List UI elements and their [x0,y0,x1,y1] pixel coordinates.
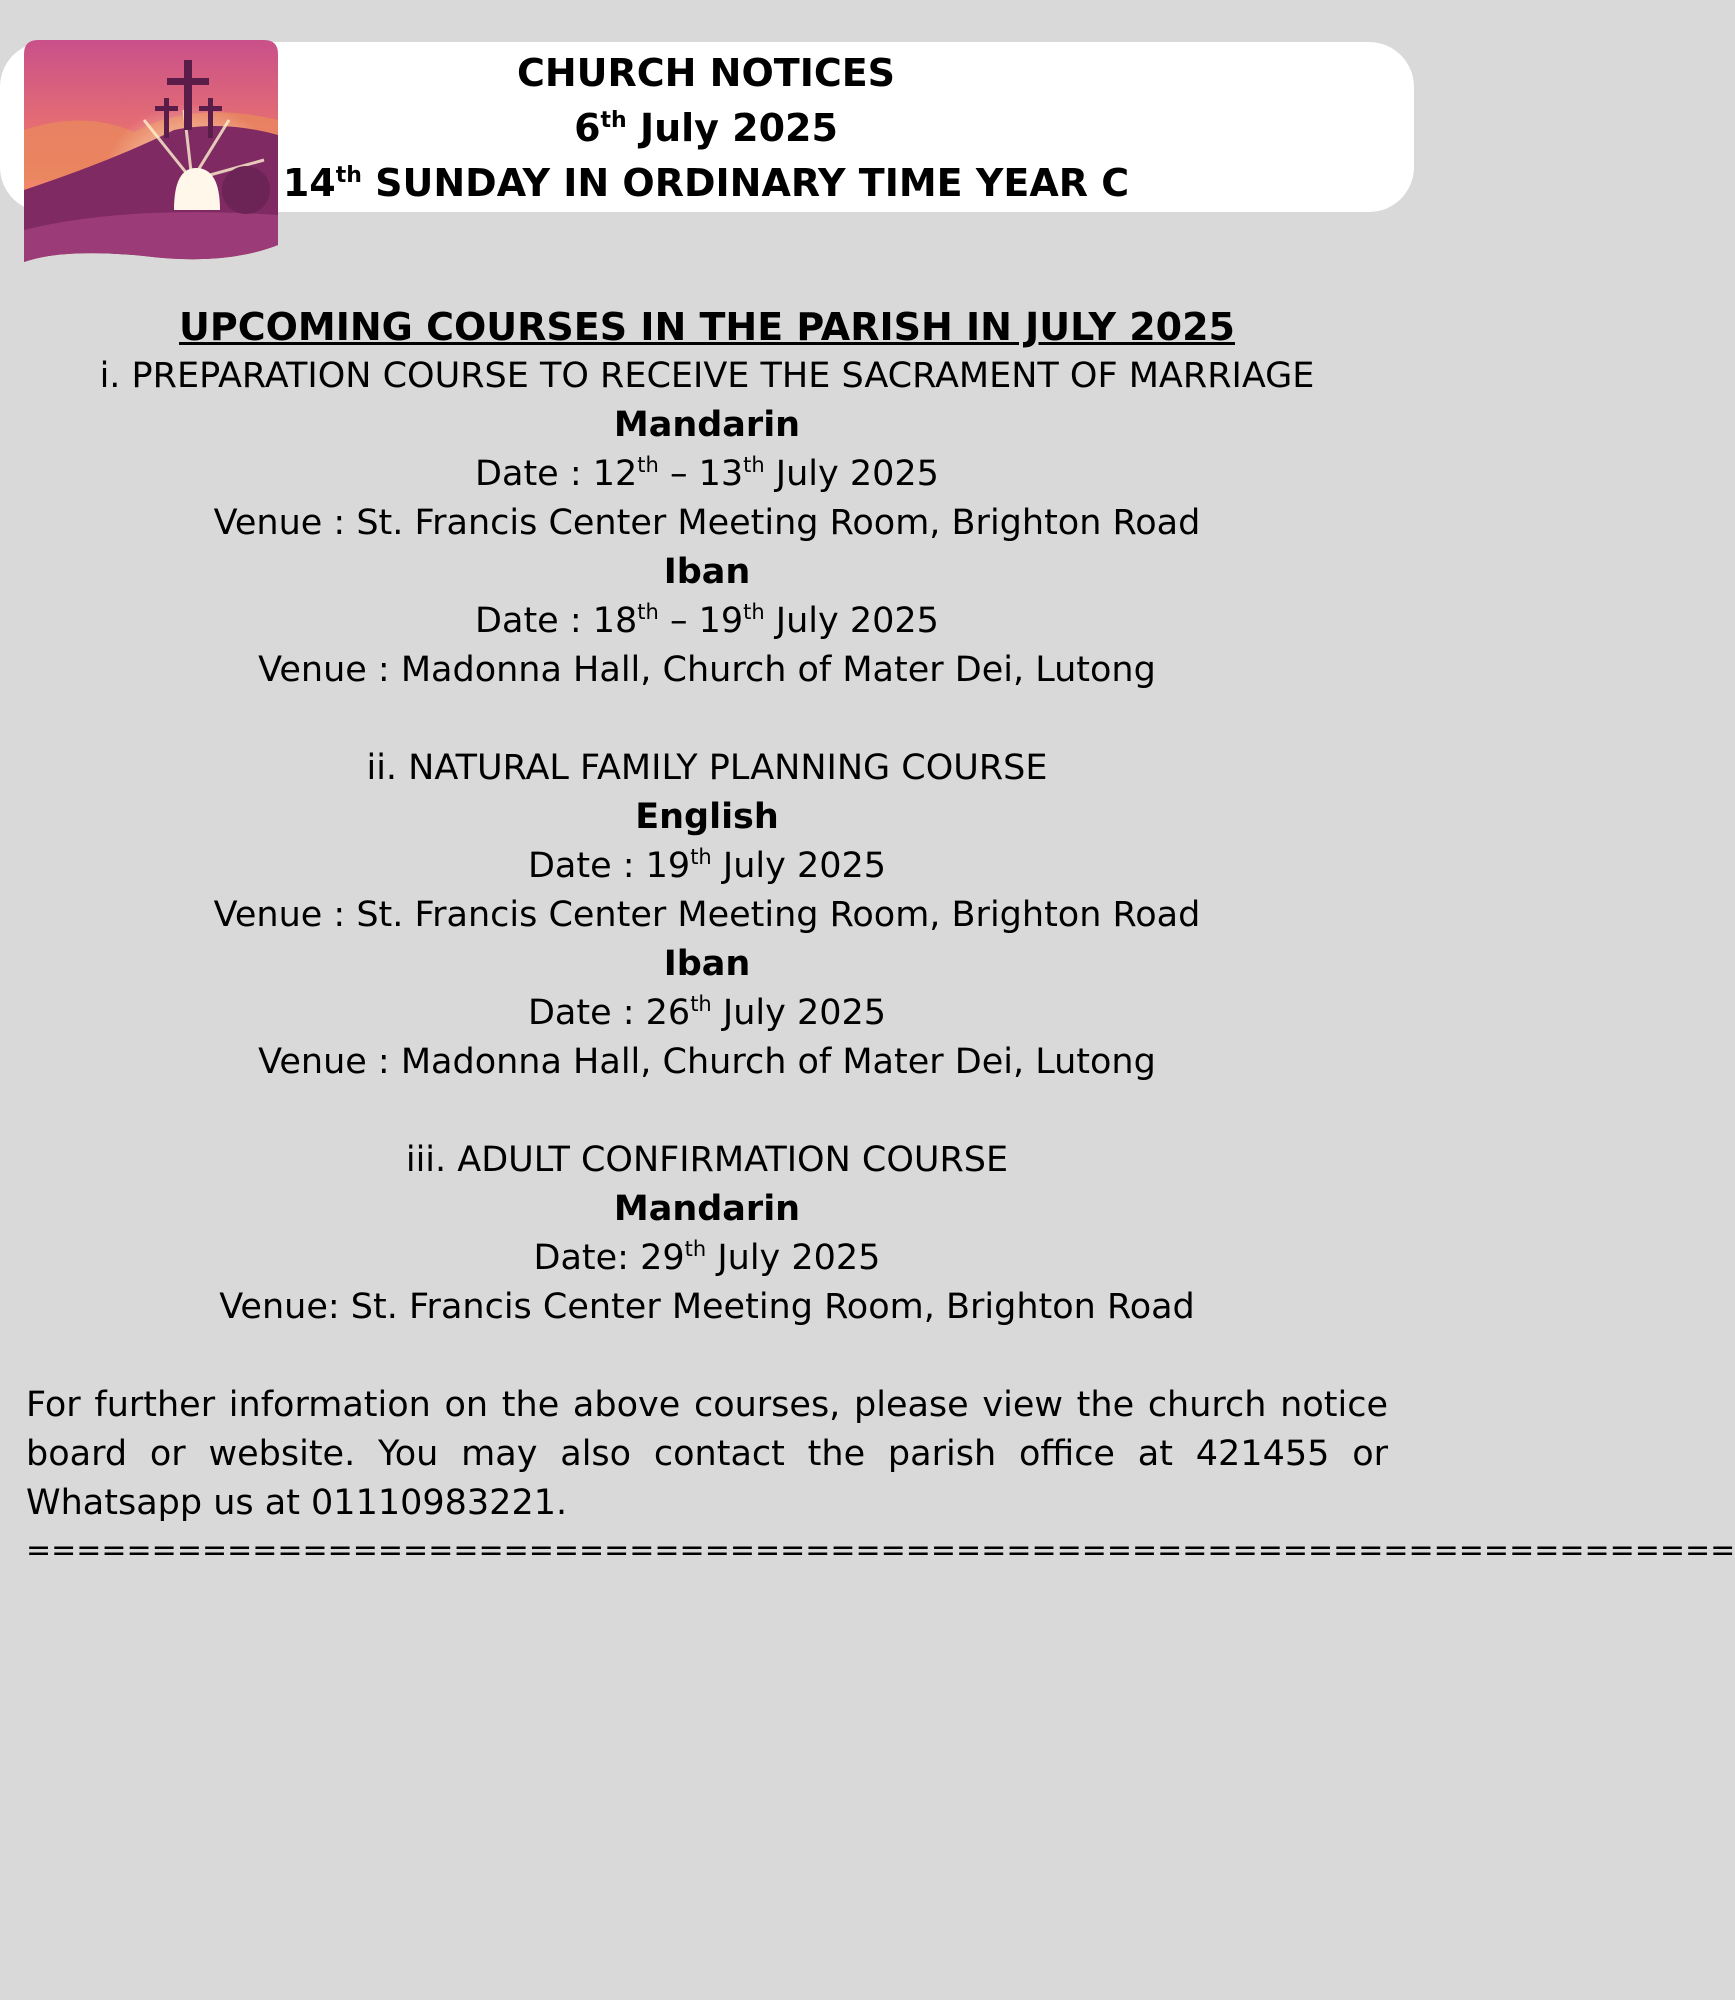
course-language: English [635,797,779,837]
date-text: Date : 12 [475,454,638,494]
course-venue: Venue: St. Francis Center Meeting Room, Brighton Road [219,1287,1195,1327]
date-text: Date : 18 [475,601,638,641]
course-date [26,989,1388,1038]
section-title: UPCOMING COURSES IN THE PARISH IN JULY 2025 [179,305,1235,349]
spacer [26,1332,1388,1381]
date-text: July 2025 [764,454,939,494]
date-text: Date : 19 [527,846,691,886]
date-text: July 2025 [764,601,939,641]
liturgical-sunday [256,156,1156,211]
date-text: July 2025 [711,993,887,1033]
course-language: Iban [663,552,751,592]
course-title: iii. ADULT CONFIRMATION COURSE [405,1140,1009,1180]
course-venue: Venue : Madonna Hall, Church of Mater Dei, Lutong [258,650,1156,690]
date-text: – 19 [658,601,744,641]
date-day: 6 [574,106,601,150]
date-sup: th [690,845,712,869]
notice-date [256,101,1156,156]
sunday-number: 14 [282,161,336,205]
date-text: – 13 [658,454,744,494]
date-sup: th [690,992,712,1016]
header-title-block [256,46,1156,211]
spacer [26,1087,1388,1136]
sunday-rest: SUNDAY IN ORDINARY TIME YEAR C [375,161,1130,205]
course-title: i. PREPARATION COURSE TO RECEIVE THE SACRAMENT OF MARRIAGE [99,356,1315,396]
course-language: Iban [663,944,751,984]
date-text: Date: 29 [533,1238,685,1278]
date-sup: th [743,600,765,624]
date-suffix: th [600,108,627,133]
course-venue: Venue : St. Francis Center Meeting Room, Brighton Road [213,503,1201,543]
calvary-crosses-empty-tomb-icon [24,40,278,266]
course-venue: Venue : St. Francis Center Meeting Room, Brighton Road [213,895,1201,935]
course-title: ii. NATURAL FAMILY PLANNING COURSE [366,748,1048,788]
date-text: Date : 26 [527,993,691,1033]
course-date [26,842,1388,891]
course-language: Mandarin [613,1189,801,1229]
course-date [26,597,1388,646]
notice-title: CHURCH NOTICES [516,51,896,95]
date-text: July 2025 [706,1238,881,1278]
course-language: Mandarin [613,405,801,445]
sunday-suffix: th [335,163,362,188]
spacer [26,695,1388,744]
date-text: July 2025 [711,846,887,886]
date-sup: th [637,600,659,624]
footer-note: For further information on the above courses, please view the church notice board or website. You may also contact the parish office at 421455 or Whatsapp us at 01110983221. [26,1385,1388,1523]
notice-body [26,303,1735,1574]
course-date [26,450,1388,499]
course-date [26,1234,1388,1283]
date-sup: th [743,453,765,477]
course-venue: Venue : Madonna Hall, Church of Mater Dei, Lutong [258,1042,1156,1082]
divider: ==================================================================== [26,1533,1735,1568]
date-sup: th [684,1237,707,1261]
date-sup: th [637,453,659,477]
date-rest: July 2025 [639,106,838,150]
